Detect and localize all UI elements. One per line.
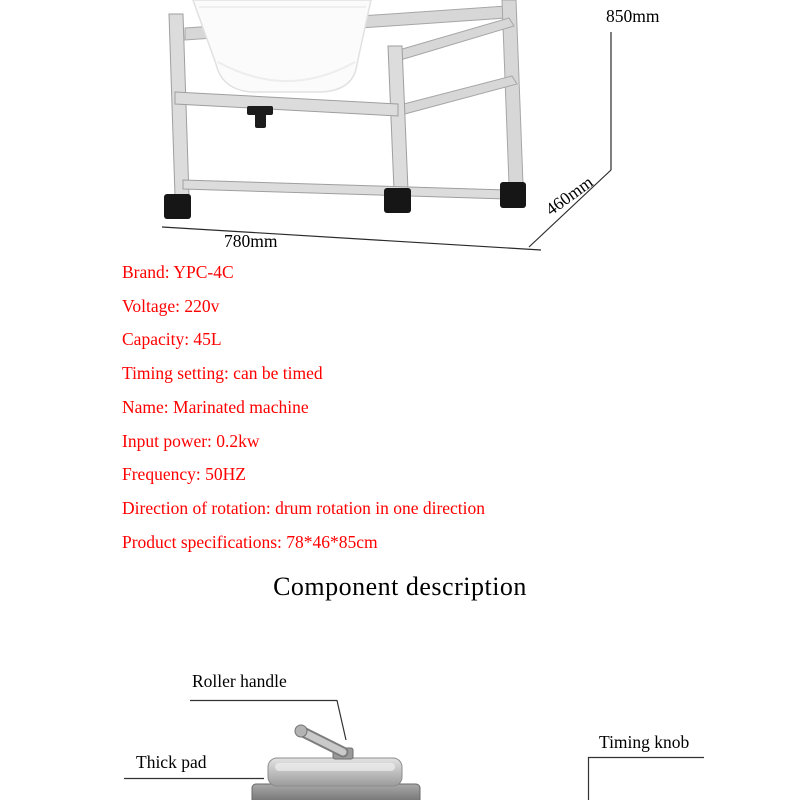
spec-list — [122, 256, 762, 559]
stand-foot-front-right — [384, 188, 411, 213]
component-diagram — [0, 640, 800, 800]
stand-foot-back-right — [500, 182, 526, 208]
spec-line-timing: Timing setting: can be timed — [122, 363, 323, 384]
dimension-depth-label: 460mm — [541, 171, 597, 220]
spec-line-name: Name: Marinated machine — [122, 396, 309, 417]
dimension-width-line — [162, 227, 541, 250]
dimension-width-label: 780mm — [224, 231, 278, 251]
roller-handle-label: Roller handle — [192, 671, 287, 691]
dimension-height-label: 850mm — [606, 6, 660, 26]
stand-foot-front-left — [164, 194, 191, 219]
spec-line-power: Input power: 0.2kw — [122, 430, 260, 451]
basin — [193, 0, 371, 92]
product-photo-drawing — [0, 0, 800, 258]
basin-clamp — [247, 106, 273, 128]
spec-line-capacity: Capacity: 45L — [122, 329, 222, 350]
roller-handle-pointer-line — [190, 701, 346, 741]
component-diagram-drawing — [0, 640, 800, 800]
thick-pad-label: Thick pad — [136, 752, 207, 772]
product-photo — [0, 0, 800, 258]
thick-pad-image — [252, 758, 420, 800]
spec-line-size: Product specifications: 78*46*85cm — [122, 531, 378, 552]
spec-line-brand: Brand: YPC-4C — [122, 262, 234, 282]
spec-line-frequency: Frequency: 50HZ — [122, 464, 246, 485]
timing-knob-label: Timing knob — [599, 732, 690, 752]
spec-line-voltage: Voltage: 220v — [122, 295, 220, 316]
timing-knob-pointer-line — [589, 758, 705, 800]
section-title: Component description — [273, 572, 527, 601]
spec-line-rotation: Direction of rotation: drum rotation in one direction — [122, 497, 486, 518]
